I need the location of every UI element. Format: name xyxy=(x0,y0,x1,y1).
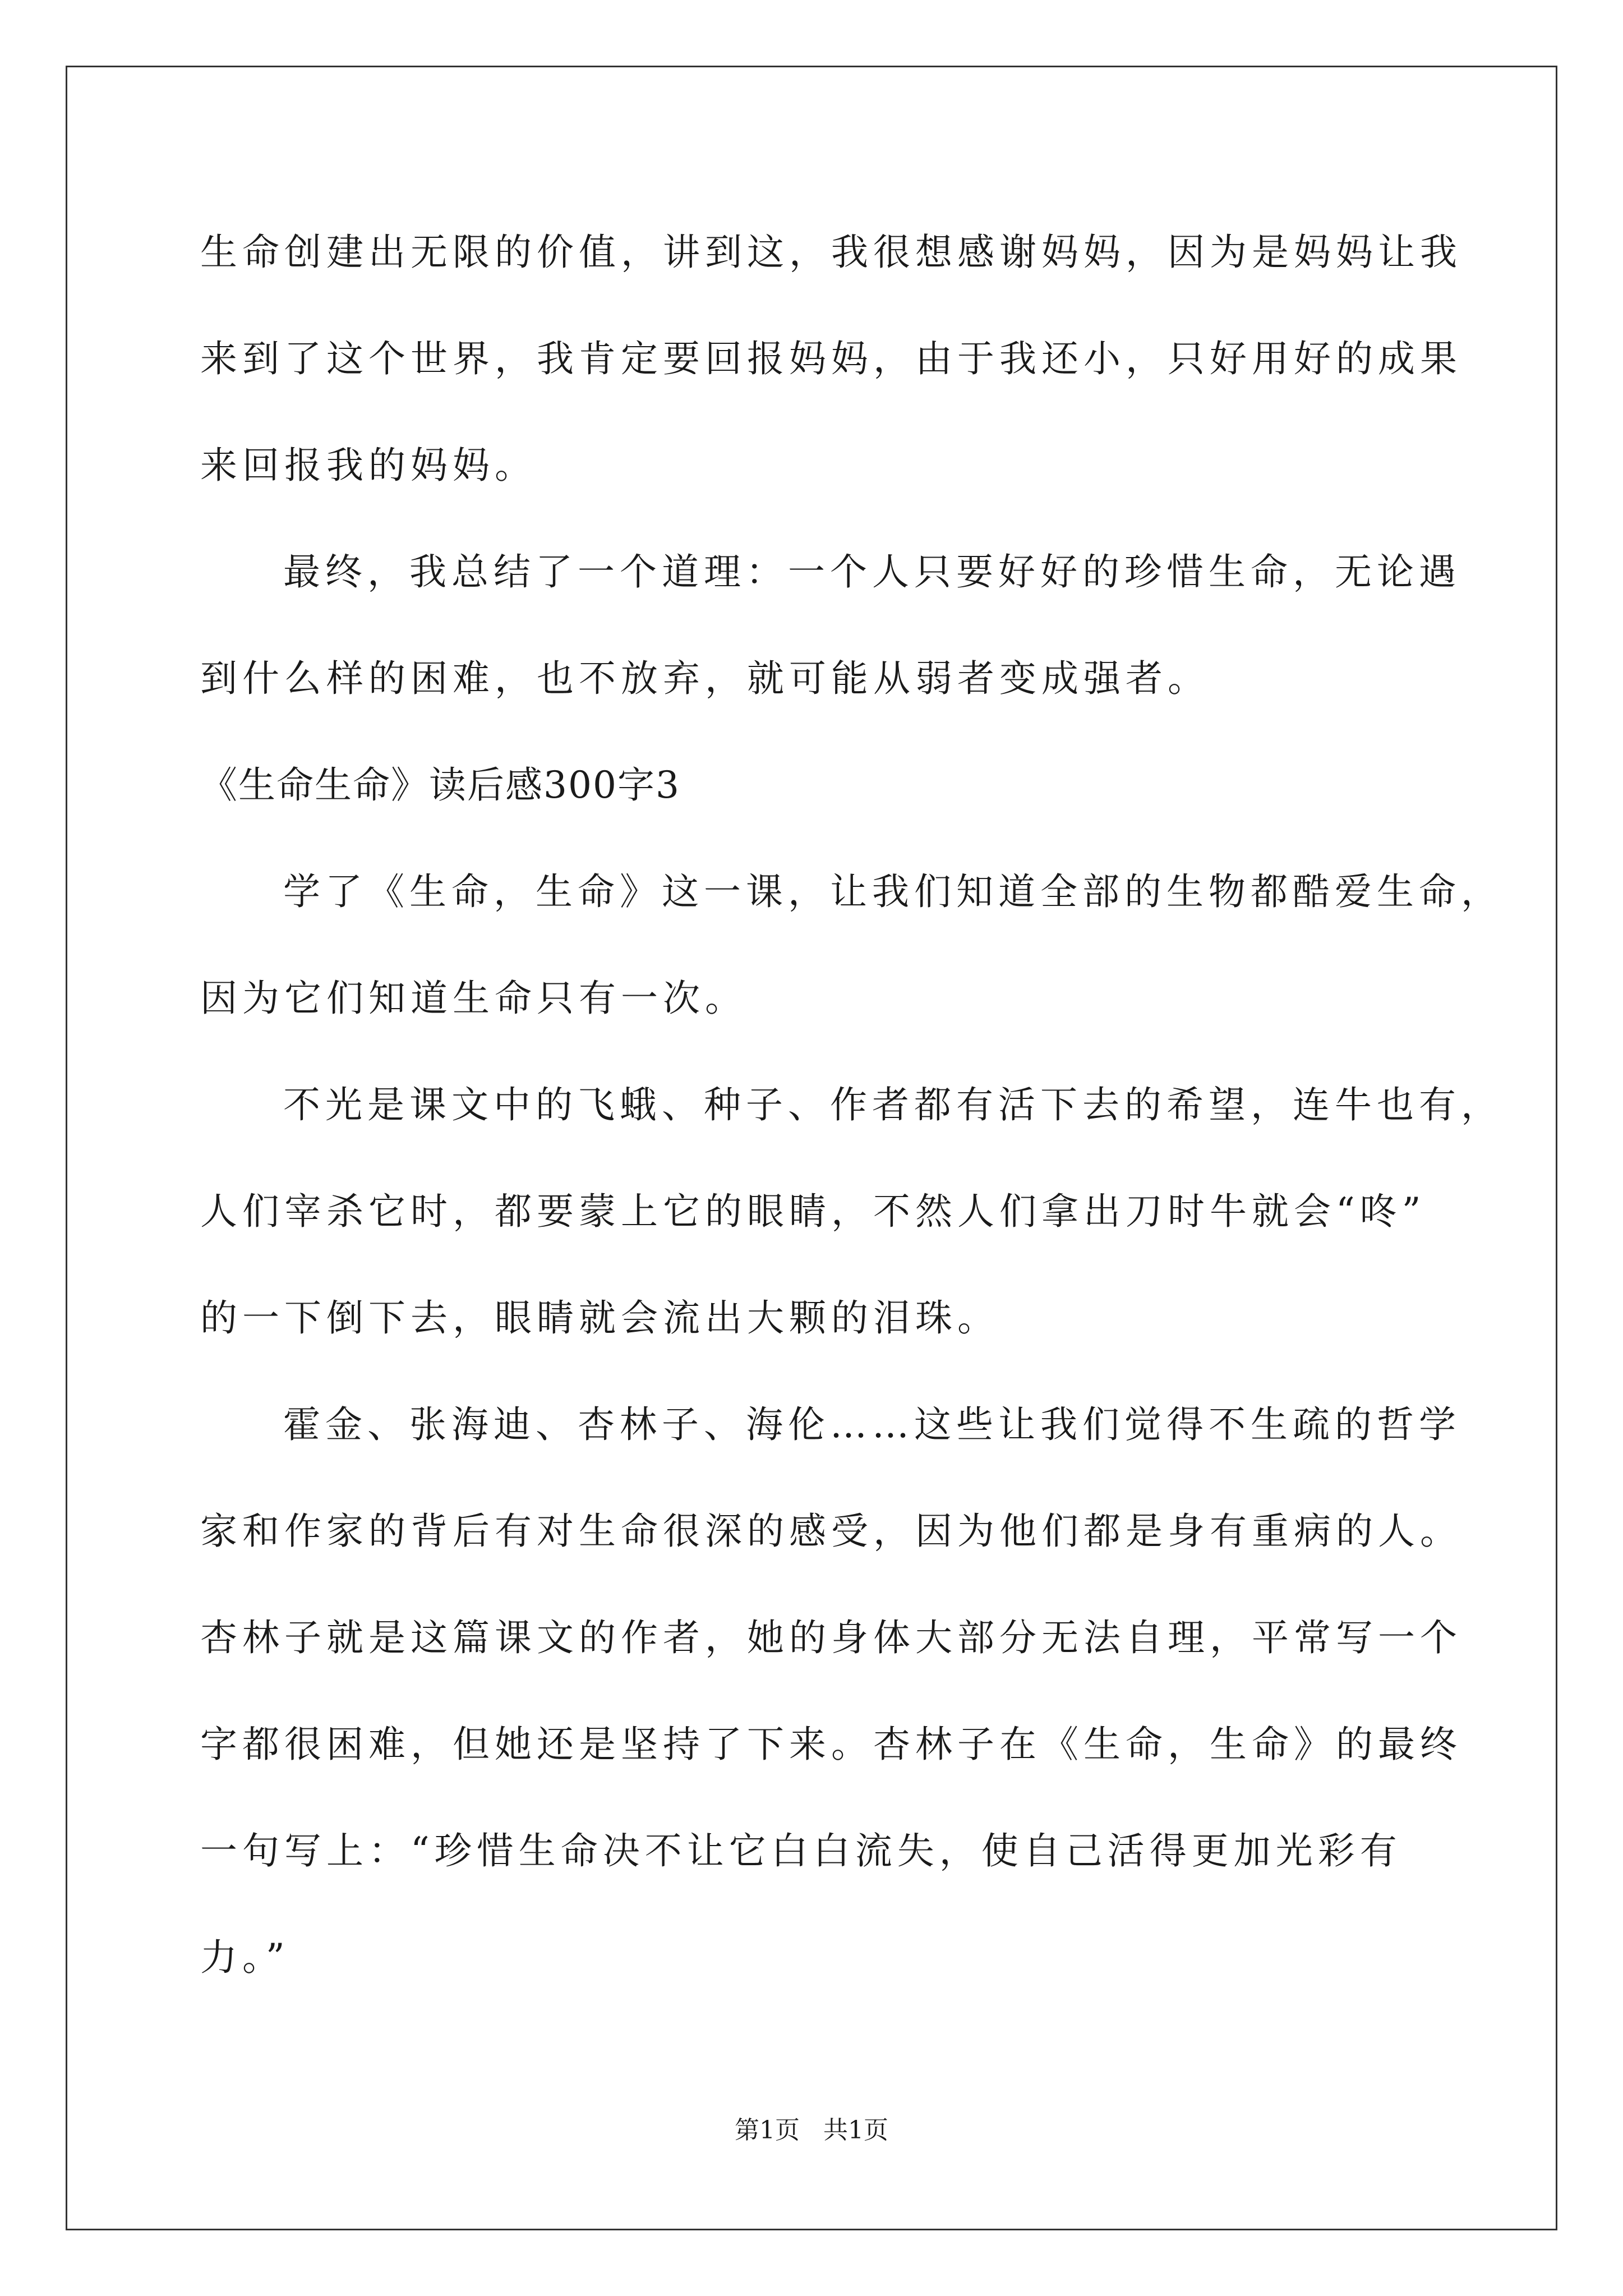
page-footer: 第1页 共1页 xyxy=(735,2116,888,2145)
body-line: 杏林子就是这篇课文的作者，她的身体大部分无法自理，平常写一个 xyxy=(200,1616,1462,1659)
body-line: 到什么样的困难，也不放弃，就可能从弱者变成强者。 xyxy=(200,657,1210,700)
section-heading: 《生命生命》读后感300字3 xyxy=(200,763,680,807)
paragraph-start-line: 霍金、张海迪、杏林子、海伦……这些让我们觉得不生疏的哲学 xyxy=(283,1403,1461,1446)
paragraph-start-line: 不光是课文中的飞蛾、种子、作者都有活下去的希望，连牛也有， xyxy=(283,1083,1503,1126)
body-line: 家和作家的背后有对生命很深的感受，因为他们都是身有重病的人。 xyxy=(200,1510,1462,1553)
body-line: 人们宰杀它时，都要蒙上它的眼睛，不然人们拿出刀时牛就会“咚” xyxy=(200,1190,1426,1233)
body-line: 因为它们知道生命只有一次。 xyxy=(200,977,747,1020)
body-line: 一句写上：“珍惜生命决不让它白白流失，使自己活得更加光彩有 xyxy=(200,1829,1402,1872)
paragraph-start-line: 学了《生命，生命》这一课，让我们知道全部的生物都酷爱生命， xyxy=(283,870,1503,913)
paragraph-start-line: 最终，我总结了一个道理：一个人只要好好的珍惜生命，无论遇 xyxy=(283,550,1461,593)
page-border xyxy=(66,66,1557,2230)
body-line: 来到了这个世界，我肯定要回报妈妈，由于我还小，只好用好的成果 xyxy=(200,337,1462,380)
body-line: 生命创建出无限的价值，讲到这，我很想感谢妈妈，因为是妈妈让我 xyxy=(200,231,1462,274)
body-line: 的一下倒下去，眼睛就会流出大颗的泪珠。 xyxy=(200,1296,999,1340)
body-line: 力。” xyxy=(200,1936,290,1979)
body-line: 来回报我的妈妈。 xyxy=(200,444,537,487)
body-line: 字都很困难，但她还是坚持了下来。杏林子在《生命，生命》的最终 xyxy=(200,1723,1462,1766)
